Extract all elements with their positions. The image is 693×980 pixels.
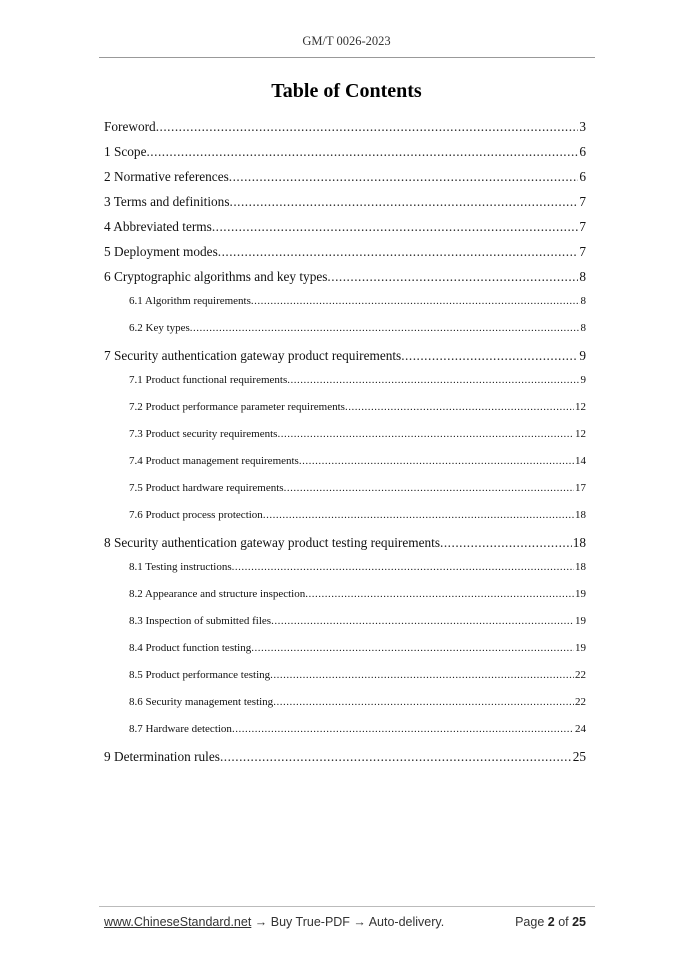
toc-entry-page: 7 [579,219,586,234]
toc-entry-label: 6 Cryptographic algorithms and key types [104,269,328,284]
toc-entry-label: 8.1 Testing instructions [129,561,232,573]
toc-entry-page: 8 [580,322,586,334]
toc-entry-label: 8.7 Hardware detection [129,723,232,735]
toc-leader-dots [251,292,580,310]
toc-entry[interactable] [104,117,586,142]
toc-entry-label: 4 Abbreviated terms [104,219,212,234]
page-current: 2 [547,915,555,929]
toc-entry-page: 18 [575,561,586,573]
toc-leader-dots [218,242,579,262]
toc-entry-label: 7.1 Product functional requirements [129,374,288,386]
toc-leader-dots [156,117,579,137]
toc-entry[interactable] [104,242,586,267]
toc-entry-label: 8.5 Product performance testing [129,669,271,681]
toc-entry-label: 8 Security authentication gateway product testing requirements [104,535,441,550]
toc-entry-page: 17 [575,482,586,494]
page-of: of [554,915,573,929]
toc-subentry[interactable] [104,452,586,479]
page-prefix: Page [515,915,548,929]
toc-subentry[interactable] [104,479,586,506]
toc-entry-page: 6 [579,169,586,184]
toc-entry-label: 8.6 Security management testing [129,696,274,708]
toc-leader-dots [251,639,574,657]
toc-leader-dots [263,506,574,524]
toc-entry-label: 8.3 Inspection of submitted files [129,615,272,627]
toc-leader-dots [220,747,572,767]
footer-promo-text: → Buy True-PDF → Auto-delivery. [251,915,445,929]
toc-leader-dots [212,217,579,237]
toc-leader-dots [277,425,574,443]
toc-entry-page: 19 [575,588,586,600]
toc-subentry[interactable] [104,666,586,693]
toc-leader-dots [232,720,574,738]
toc-entry-page: 7 [579,194,586,209]
toc-entry[interactable] [104,192,586,217]
toc-entry-page: 9 [579,348,586,363]
toc-entry[interactable] [104,217,586,242]
page-indicator [515,915,586,929]
toc-leader-dots [229,167,579,187]
toc-subentry[interactable] [104,585,586,612]
toc-subentry[interactable] [104,558,586,585]
footer-divider [99,906,595,907]
toc-entry-page: 3 [579,119,586,134]
toc-entry-label: 6.2 Key types [129,322,190,334]
toc-entry-label: 6.1 Algorithm requirements [129,295,251,307]
toc-leader-dots [299,452,574,470]
toc-entry[interactable] [104,747,586,772]
toc-subentry[interactable] [104,693,586,720]
toc-subentry[interactable] [104,371,586,398]
toc-entry-page: 18 [572,535,586,550]
toc-entry-label: 7.3 Product security requirements [129,428,278,440]
toc-entry-label: 8.4 Product function testing [129,642,252,654]
toc-leader-dots [345,398,574,416]
toc-leader-dots [146,142,578,162]
toc-entry-label: 8.2 Appearance and structure inspection [129,588,306,600]
toc-subentry[interactable] [104,612,586,639]
toc-entry-page: 6 [579,144,586,159]
toc-leader-dots [287,371,579,389]
toc-subentry[interactable] [104,319,586,346]
toc-entry[interactable] [104,533,586,558]
toc-entry-label: Foreword [104,119,156,134]
table-of-contents [104,117,586,772]
toc-leader-dots [230,192,579,212]
header-divider [99,57,595,58]
toc-leader-dots [273,693,574,711]
toc-entry-label: 3 Terms and definitions [104,194,230,209]
toc-entry-page: 18 [575,509,586,521]
toc-entry[interactable] [104,267,586,292]
toc-entry-page: 7 [579,244,586,259]
toc-entry-page: 19 [575,615,586,627]
toc-leader-dots [305,585,574,603]
page-total: 25 [572,915,586,929]
toc-entry-label: 1 Scope [104,144,147,159]
toc-subentry[interactable] [104,398,586,425]
document-code: GM/T 0026-2023 [302,34,391,48]
toc-leader-dots [327,267,578,287]
toc-entry-label: 7.6 Product process protection [129,509,263,521]
toc-entry[interactable] [104,346,586,371]
toc-entry-page: 22 [575,669,586,681]
toc-entry-label: 7.2 Product performance parameter requirements [129,401,345,413]
toc-entry[interactable] [104,142,586,167]
website-link[interactable]: www.ChineseStandard.net [104,915,252,929]
toc-entry-label: 9 Determination rules [104,749,220,764]
toc-entry-label: 7.4 Product management requirements [129,455,299,467]
toc-leader-dots [190,319,580,337]
toc-subentry[interactable] [104,720,586,747]
toc-entry-page: 22 [575,696,586,708]
toc-entry-label: 2 Normative references [104,169,229,184]
toc-entry-page: 19 [575,642,586,654]
toc-entry[interactable] [104,167,586,192]
toc-title: Table of Contents [271,80,422,102]
toc-entry-page: 8 [579,269,586,284]
footer-promo [104,915,444,929]
toc-entry-page: 24 [575,723,586,735]
toc-entry-page: 12 [575,428,586,440]
toc-leader-dots [271,612,574,630]
toc-entry-label: 7.5 Product hardware requirements [129,482,284,494]
toc-leader-dots [270,666,574,684]
toc-entry-page: 12 [575,401,586,413]
toc-leader-dots [284,479,574,497]
toc-subentry[interactable] [104,425,586,452]
toc-leader-dots [232,558,574,576]
toc-entry-label: 5 Deployment modes [104,244,218,259]
toc-entry-page: 9 [580,374,586,386]
page-footer [104,915,586,929]
toc-leader-dots [440,533,572,553]
toc-entry-page: 25 [572,749,586,764]
toc-entry-label: 7 Security authentication gateway product requirements [104,348,402,363]
toc-subentry[interactable] [104,639,586,666]
toc-leader-dots [401,346,578,366]
toc-subentry[interactable] [104,506,586,533]
toc-subentry[interactable] [104,292,586,319]
toc-entry-page: 14 [575,455,586,467]
toc-entry-page: 8 [580,295,586,307]
